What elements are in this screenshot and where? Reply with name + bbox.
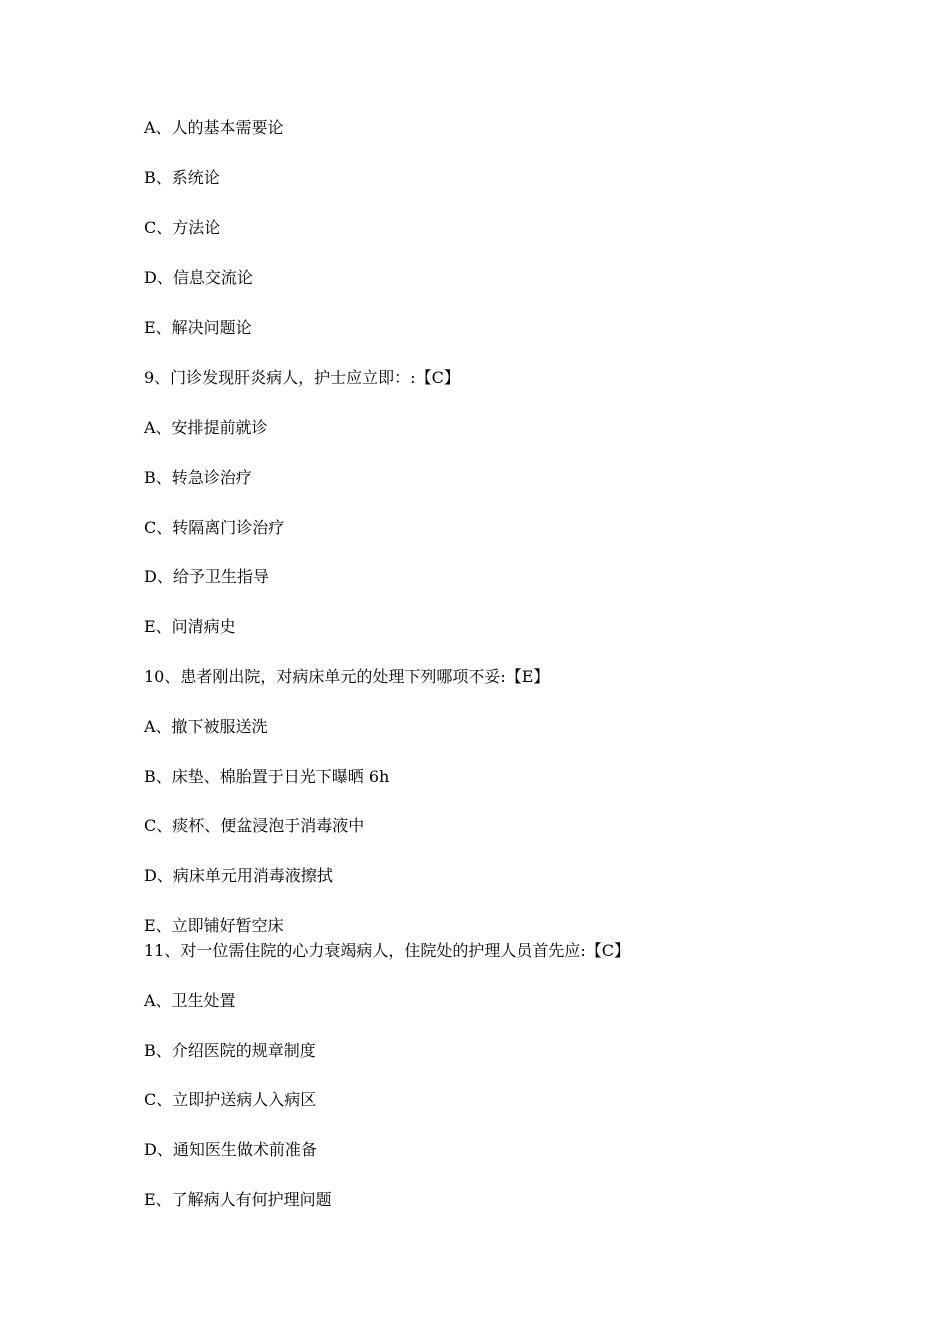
option-line: B、床垫、棉胎置于日光下曝晒 6h — [144, 767, 390, 786]
option-line: B、系统论 — [144, 168, 220, 187]
option-line: D、通知医生做术前准备 — [144, 1140, 317, 1159]
option-line: D、给予卫生指导 — [144, 567, 269, 586]
option-line: C、痰杯、便盆浸泡于消毒液中 — [144, 816, 365, 835]
option-line: A、安排提前就诊 — [144, 418, 268, 437]
option-line: C、立即护送病人入病区 — [144, 1090, 317, 1109]
question-line: 10、患者刚出院，对病床单元的处理下列哪项不妥:【E】 — [144, 667, 550, 686]
option-line: E、立即铺好暂空床 — [144, 916, 284, 935]
question-line: 11、对一位需住院的心力衰竭病人，住院处的护理人员首先应:【C】 — [144, 941, 630, 960]
option-line: D、信息交流论 — [144, 268, 253, 287]
option-line: A、人的基本需要论 — [144, 118, 284, 137]
option-line: E、问清病史 — [144, 617, 236, 636]
option-line: C、转隔离门诊治疗 — [144, 518, 285, 537]
option-line: D、病床单元用消毒液擦拭 — [144, 866, 333, 885]
option-line: A、卫生处置 — [144, 991, 236, 1010]
option-line: C、方法论 — [144, 218, 221, 237]
option-line: A、撤下被服送洗 — [144, 717, 268, 736]
option-line: E、了解病人有何护理问题 — [144, 1190, 332, 1209]
question-line: 9、门诊发现肝炎病人，护士应立即：:【C】 — [144, 368, 460, 387]
option-line: B、转急诊治疗 — [144, 468, 252, 487]
option-line: E、解决问题论 — [144, 318, 252, 337]
option-line: B、介绍医院的规章制度 — [144, 1041, 316, 1060]
